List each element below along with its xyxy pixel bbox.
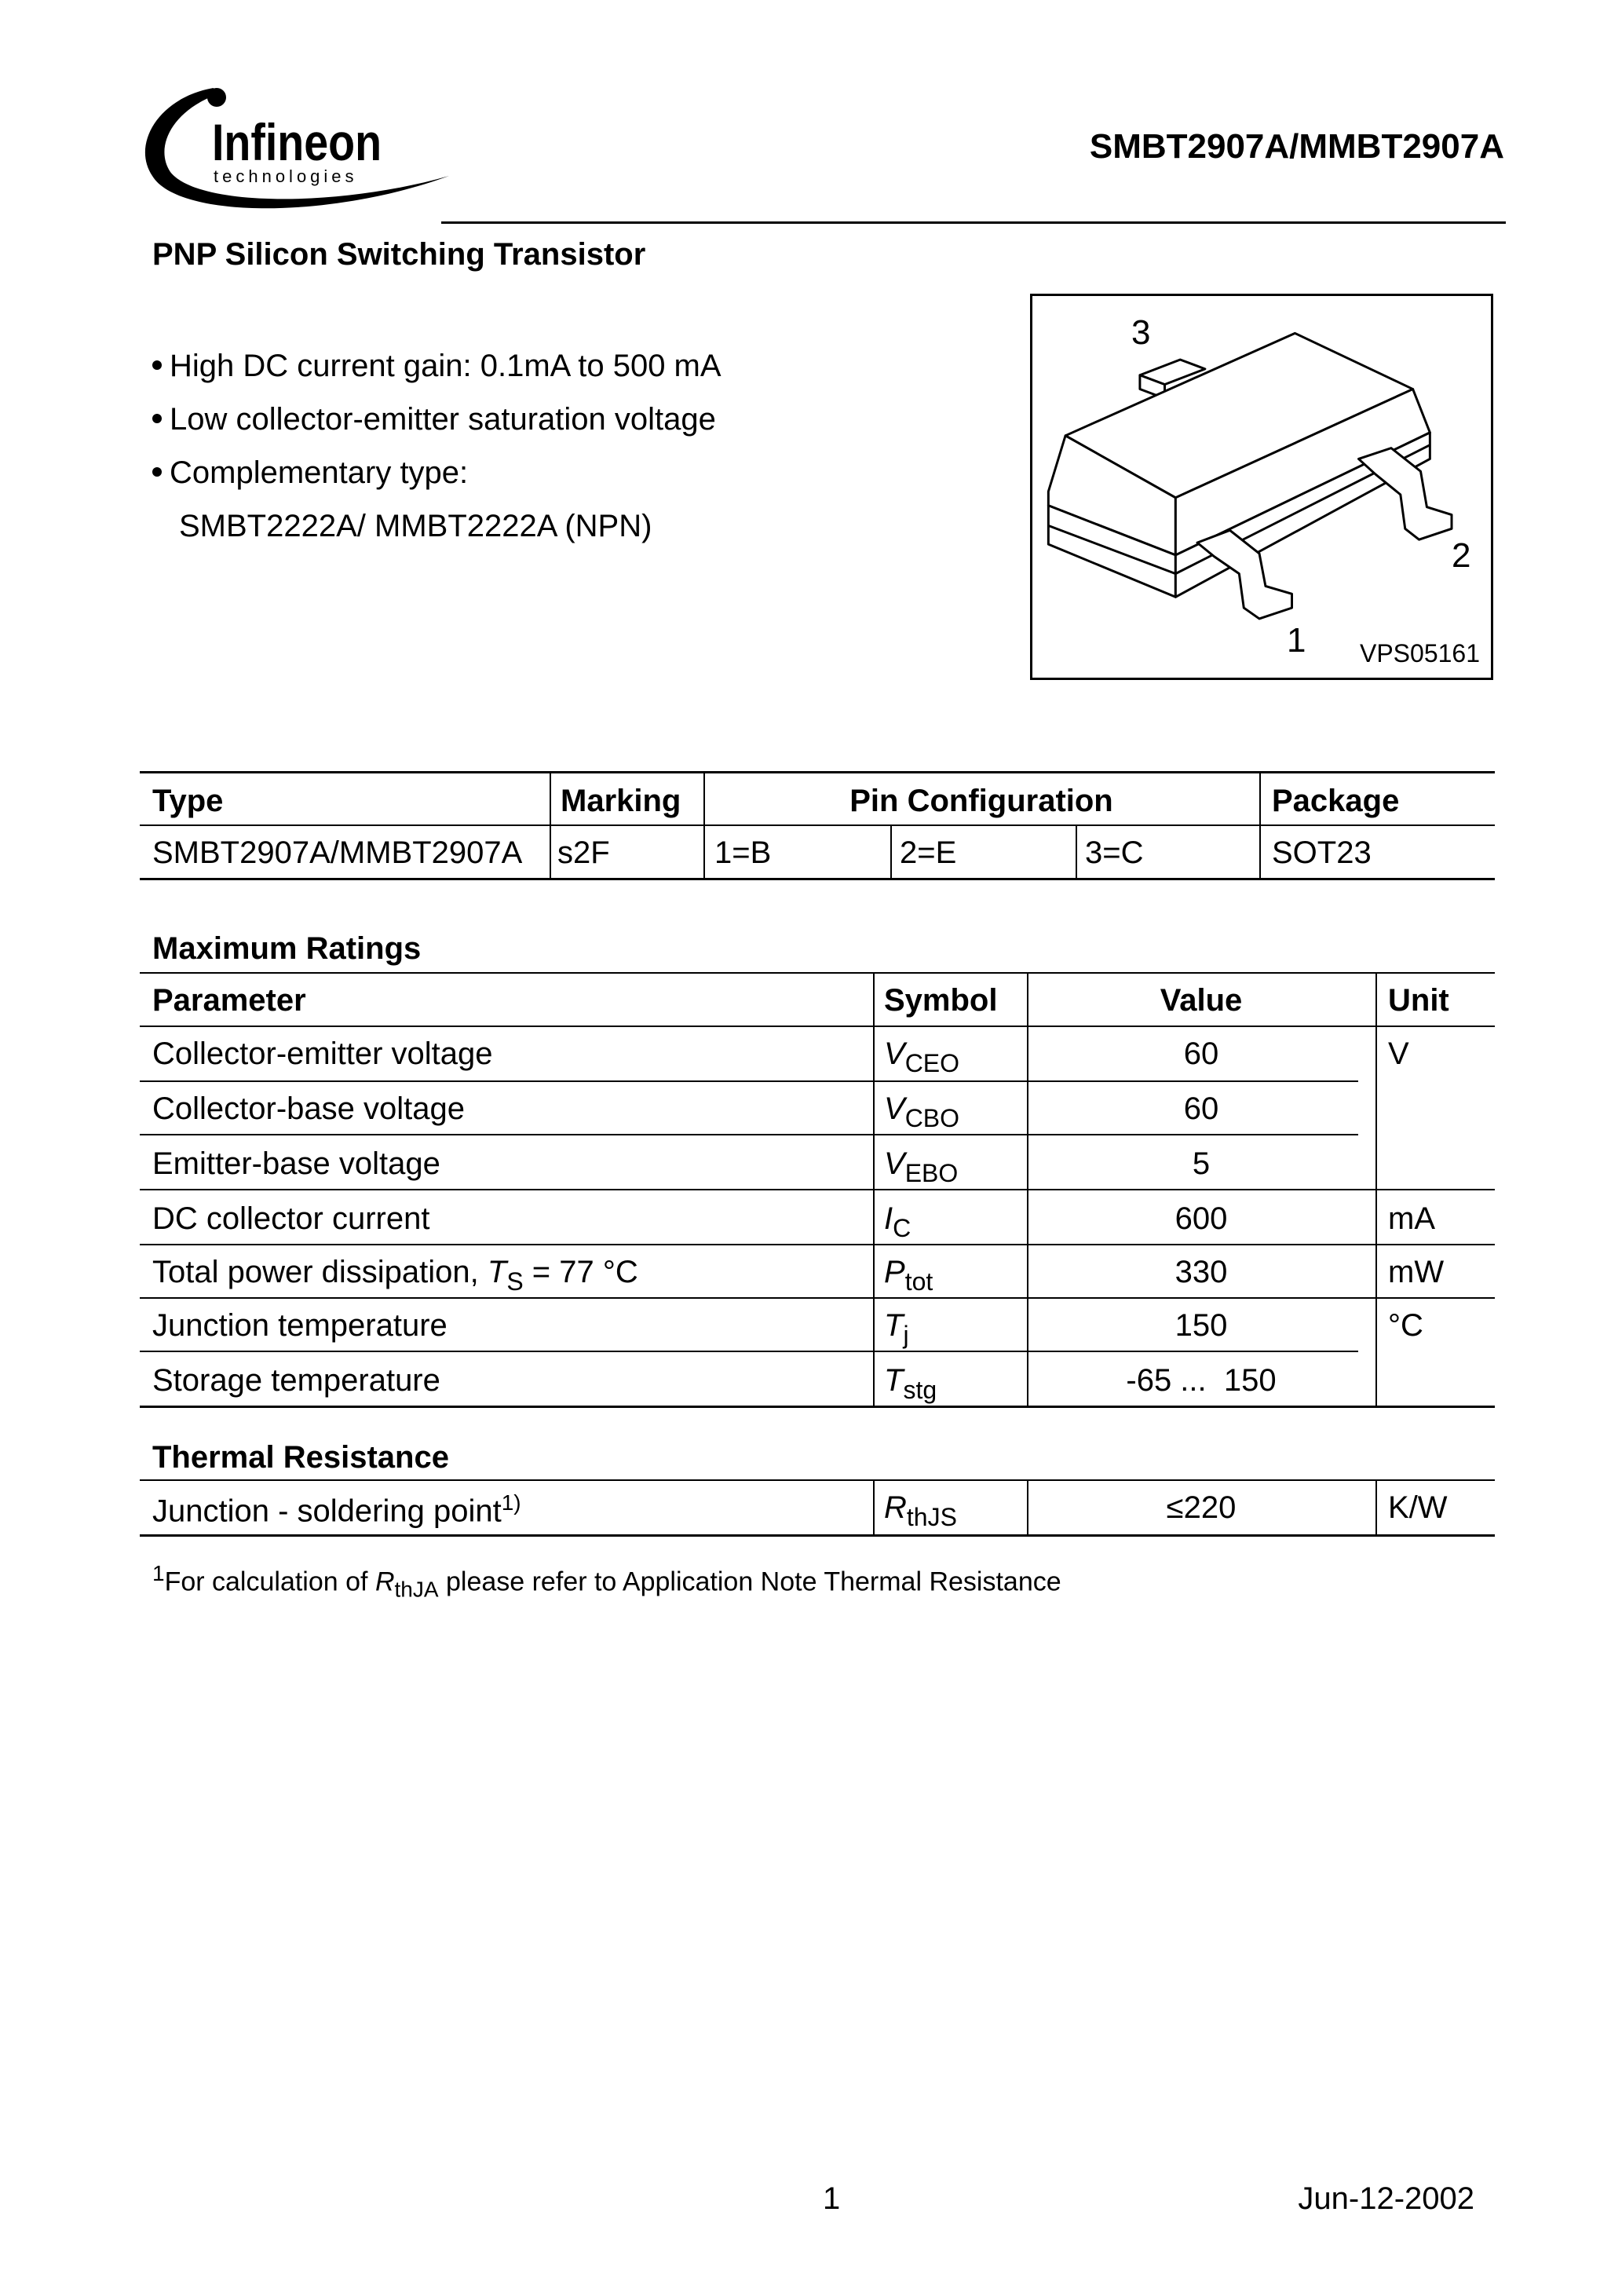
rating-parameter: Collector-emitter voltage — [152, 1036, 493, 1071]
page-date: Jun-12-2002 — [1298, 2181, 1474, 2216]
sot23-package-icon — [1032, 296, 1491, 678]
rating-parameter: DC collector current — [152, 1201, 430, 1236]
thermal-value: ≤220 — [1166, 1490, 1237, 1525]
bullet-icon — [152, 414, 162, 423]
header-rule — [441, 221, 1506, 224]
product-subtitle: PNP Silicon Switching Transistor — [152, 237, 646, 272]
document-title: SMBT2907A/MMBT2907A — [1089, 127, 1504, 166]
bullet-icon — [152, 467, 162, 477]
pin3-value: 3=C — [1085, 835, 1144, 870]
rating-symbol: $V_{EBO}$ — [884, 1146, 959, 1187]
rating-unit: mA — [1388, 1201, 1435, 1236]
rating-value: 330 — [1174, 1255, 1228, 1289]
rating-unit: V — [1388, 1036, 1409, 1071]
rating-parameter: Emitter-base voltage — [152, 1146, 440, 1181]
thermal-unit: K/W — [1388, 1490, 1448, 1525]
pin2-value: 2=E — [900, 835, 957, 870]
rating-unit: °C — [1388, 1308, 1423, 1343]
rating-parameter: Storage temperature — [152, 1363, 440, 1398]
rating-value: 60 — [1183, 1036, 1219, 1071]
footnote: $^1$For calculation of $R_{thJA}$ please refer to Application Note Thermal Resistance — [152, 1561, 1061, 1602]
rating-symbol: $V_{CBO}$ — [884, 1091, 960, 1132]
feature-continuation: SMBT2222A/ MMBT2222A (NPN) — [179, 509, 652, 543]
feature-item: High DC current gain: 0.1mA to 500 mA — [152, 349, 721, 384]
infineon-swoosh-icon — [135, 82, 465, 239]
rating-value: 5 — [1192, 1146, 1211, 1181]
symbol-header: Symbol — [884, 983, 998, 1018]
pin1-value: 1=B — [714, 835, 772, 870]
rating-value: 600 — [1174, 1201, 1228, 1236]
rating-parameter: Junction temperature — [152, 1308, 448, 1343]
infineon-logo — [135, 82, 465, 239]
rating-value: 60 — [1183, 1091, 1219, 1126]
type-value: SMBT2907A/MMBT2907A — [152, 835, 523, 870]
rating-symbol: $T_{stg}$ — [884, 1363, 937, 1404]
feature-item: Low collector-emitter saturation voltage — [152, 402, 716, 437]
thermal-title: Thermal Resistance — [152, 1440, 449, 1475]
rating-symbol: $I_C$ — [884, 1201, 911, 1242]
page-number: 1 — [823, 2181, 841, 2216]
rating-value: -65 ... 150 — [1126, 1363, 1277, 1398]
rating-symbol: $V_{CEO}$ — [884, 1036, 960, 1077]
rating-value: 150 — [1174, 1308, 1228, 1343]
pin-1-label: 1 — [1287, 621, 1306, 660]
logo-tagline: technologies — [214, 166, 358, 186]
rating-symbol: $P_{tot}$ — [884, 1255, 933, 1296]
type-header: Type — [152, 784, 224, 818]
value-header: Value — [1160, 983, 1243, 1018]
package-value: SOT23 — [1272, 835, 1372, 870]
bullet-icon — [152, 360, 162, 370]
rating-parameter: Collector-base voltage — [152, 1091, 465, 1126]
feature-item: Complementary type: — [152, 455, 468, 491]
rating-symbol: $T_j$ — [884, 1308, 909, 1349]
thermal-symbol: $R_{thJS}$ — [884, 1490, 957, 1531]
figure-code: VPS05161 — [1359, 639, 1480, 667]
pin-2-label: 2 — [1452, 536, 1471, 575]
logo-name: Infineon — [212, 113, 382, 171]
package-header: Package — [1272, 784, 1400, 818]
package-figure — [1030, 294, 1493, 680]
max-ratings-title: Maximum Ratings — [152, 931, 422, 966]
rating-parameter: Total power dissipation, $T_S = 77$ °C — [152, 1255, 638, 1296]
pin-config-header: Pin Configuration — [849, 784, 1113, 818]
parameter-header: Parameter — [152, 983, 306, 1018]
thermal-parameter: Junction - soldering point$^{1)}$ — [152, 1490, 521, 1529]
marking-header: Marking — [561, 784, 681, 818]
rating-unit: mW — [1388, 1255, 1445, 1289]
marking-value: s2F — [557, 835, 610, 870]
pin-3-label: 3 — [1131, 313, 1151, 352]
unit-header: Unit — [1388, 983, 1449, 1018]
